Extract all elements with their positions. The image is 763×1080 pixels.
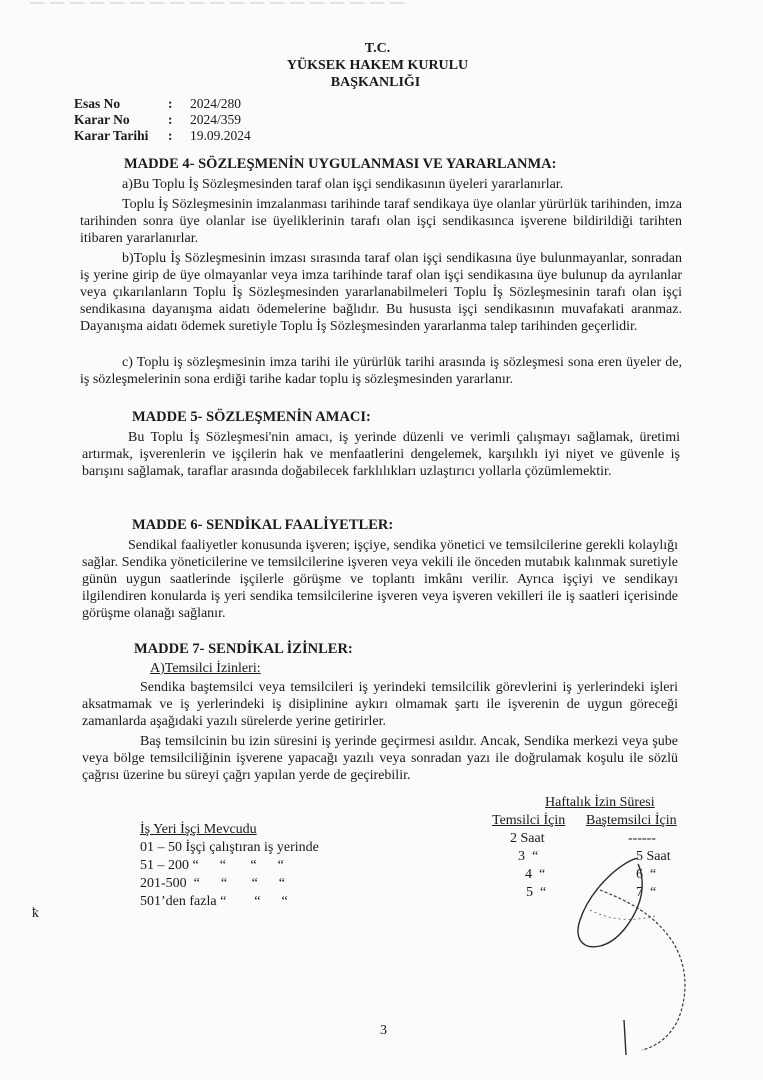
rep-hours: 5 “ [526, 885, 547, 900]
article-4-title: MADDE 4- SÖZLEŞMENİN UYGULANMASI VE YARARLANMA: [124, 156, 557, 172]
meta-key: Karar No [74, 112, 130, 127]
weekly-leave-header: Haftalık İzin Süresi [545, 795, 655, 810]
page-number: 3 [380, 1023, 387, 1038]
article-7-p1: Sendika baştemsilci veya temsilcileri iş yerindeki temsilcilik görevlerini iş yerlerindeki işleri aksatmamak ve iş yerlerindeki iş disiplinine aykırı olmamak şartı ile işverenin de uygun göreceği zamanlarda aşağıdaki yazılı sürelerde yerine getirirler. [82, 680, 678, 729]
article-4-p2: Toplu İş Sözleşmesinin imzalanması tarihinde taraf sendikaya üye olanlar yürürlük tarihinden, imza tarihinden sonra üye olanlar ise üyeliklerinin tarafı olan işçi sendikasınca işverene bildirildiği tarihten itibaren yararlanırlar. [80, 197, 682, 246]
meta-colon: : [168, 128, 173, 143]
meta-colon: : [168, 112, 173, 127]
chief-hours: 7 “ [636, 885, 657, 900]
article-7-subtitle [150, 661, 261, 677]
article-5-title: MADDE 5- SÖZLEŞMENİN AMACI: [132, 409, 371, 425]
workforce-header: İş Yeri İşçi Mevcudu [140, 822, 257, 837]
header-institution: YÜKSEK HAKEM KURULU [286, 58, 469, 73]
chief-hours: 6 “ [636, 867, 657, 882]
article-4-a: a)Bu Toplu İş Sözleşmesinden taraf olan işçi sendikasının üyeleri yararlanırlar. [122, 177, 564, 192]
meta-key: Esas No [74, 96, 121, 111]
meta-value: 2024/280 [190, 96, 242, 111]
col-chief-representative: Baştemsilci İçin [586, 813, 677, 828]
article-6-body: Sendikal faaliyetler konusunda işveren; işçiye, sendika yönetici ve temsilcilerine gerekli kolaylığı sağlar. Sendika yöneticilerine ve temsilcilerine işveren veya vekili ile önceden mutabık kalınmak suretiyle günün uygun saatlerinde işçilerle görüşme ve toplantı imkânı verilir. Ayrıca işçiyi ve sendikayı ilgilendiren konularda iş yeri sendika temsilcilerine işveren veya işveren vekilleri ile iş saatleri içerisinde görüşme olanağı sağlanır. [82, 538, 678, 621]
article-6-title: MADDE 6- SENDİKAL FAALİYETLER: [132, 517, 394, 533]
article-7-title: MADDE 7- SENDİKAL İZİNLER: [134, 641, 353, 657]
rep-hours: 4 “ [525, 867, 546, 882]
chief-hours: ------ [628, 831, 656, 846]
col-representative: Temsilci İçin [492, 813, 566, 828]
scan-top-edge [0, 0, 763, 6]
rep-hours: 2 Saat [510, 831, 545, 846]
meta-colon: : [168, 96, 173, 111]
article-4-b: b)Toplu İş Sözleşmesinin imzası sırasında taraf olan işçi sendikasına üye bulunmayanlar, sonradan iş yerine girip de üye olmayanlar veya imza tarihinde taraf olan işçi sendikasına üye bulunup da ayrılanlar veya çıkarılanların Toplu İş Sözleşmesinden yararlanabilmeleri Toplu İş Sözleşmesinin tarafı olan işçi sendikasına dayanışma aidatı ödemelerine bağlıdır. Bu hususta işçi sendikasının muvafakati aranmaz. Dayanışma aidatı ödemek suretiyle Toplu İş Sözleşmesinden yararlanma talep tarihinden geçerlidir. [80, 251, 682, 334]
meta-row-karar [74, 112, 251, 128]
margin-mark: ҟ [32, 906, 39, 921]
workforce-row: 01 – 50 İşçi çalıştıran iş yerinde [140, 840, 319, 855]
rep-hours: 3 “ [518, 849, 539, 864]
handwritten-signature [560, 850, 710, 1060]
meta-value: 2024/359 [190, 112, 242, 127]
article-5-body: Bu Toplu İş Sözleşmesi'nin amacı, iş yerinde düzenli ve verimli çalışmayı sağlamak, üretimi artırmak, işverenlerin ve işçilerin hak ve menfaatlerini dengelemek, karşılıklı iyi niyet ve güvenle iş barışını sağlamak, taraflar arasında doğabilecek farklılıkları uzlaştırıcı yollarla çözümlemektir. [82, 430, 680, 479]
article-7-p2: Baş temsilcinin bu izin süresini iş yerinde geçirmesi asıldır. Ancak, Sendika merkezi veya şube veya bölge temsilciliğinin işverene yapacağı yazılı veya sonradan yazı ile doğrulamak koşulu ile sözlü çağrısı üzerine bu süreyi çağrı yapılan yerde de geçirebilir. [82, 734, 678, 783]
header-tc: T.C. [364, 41, 391, 56]
meta-value: 19.09.2024 [190, 128, 251, 143]
workforce-row: 501’den fazla “ “ “ [140, 894, 288, 909]
case-meta [74, 96, 251, 144]
workforce-row: 201-500 “ “ “ “ [140, 876, 286, 891]
article-4-c: c) Toplu iş sözleşmesinin imza tarihi ile yürürlük tarihi arasında iş sözleşmesi sona eren üyeler de, iş sözleşmelerinin sona erdiği tarihe kadar toplu iş sözleşmesinden yararlanır. [80, 355, 682, 387]
meta-row-esas [74, 96, 251, 112]
article-7-subtitle-text: A)Temsilci İzinleri: [150, 661, 261, 676]
chief-hours: 5 Saat [636, 849, 671, 864]
header-presidency: BAŞKANLIĞI [330, 75, 421, 90]
meta-key: Karar Tarihi [74, 128, 149, 143]
meta-row-tarih [74, 128, 251, 144]
workforce-row: 51 – 200 “ “ “ “ [140, 858, 284, 873]
